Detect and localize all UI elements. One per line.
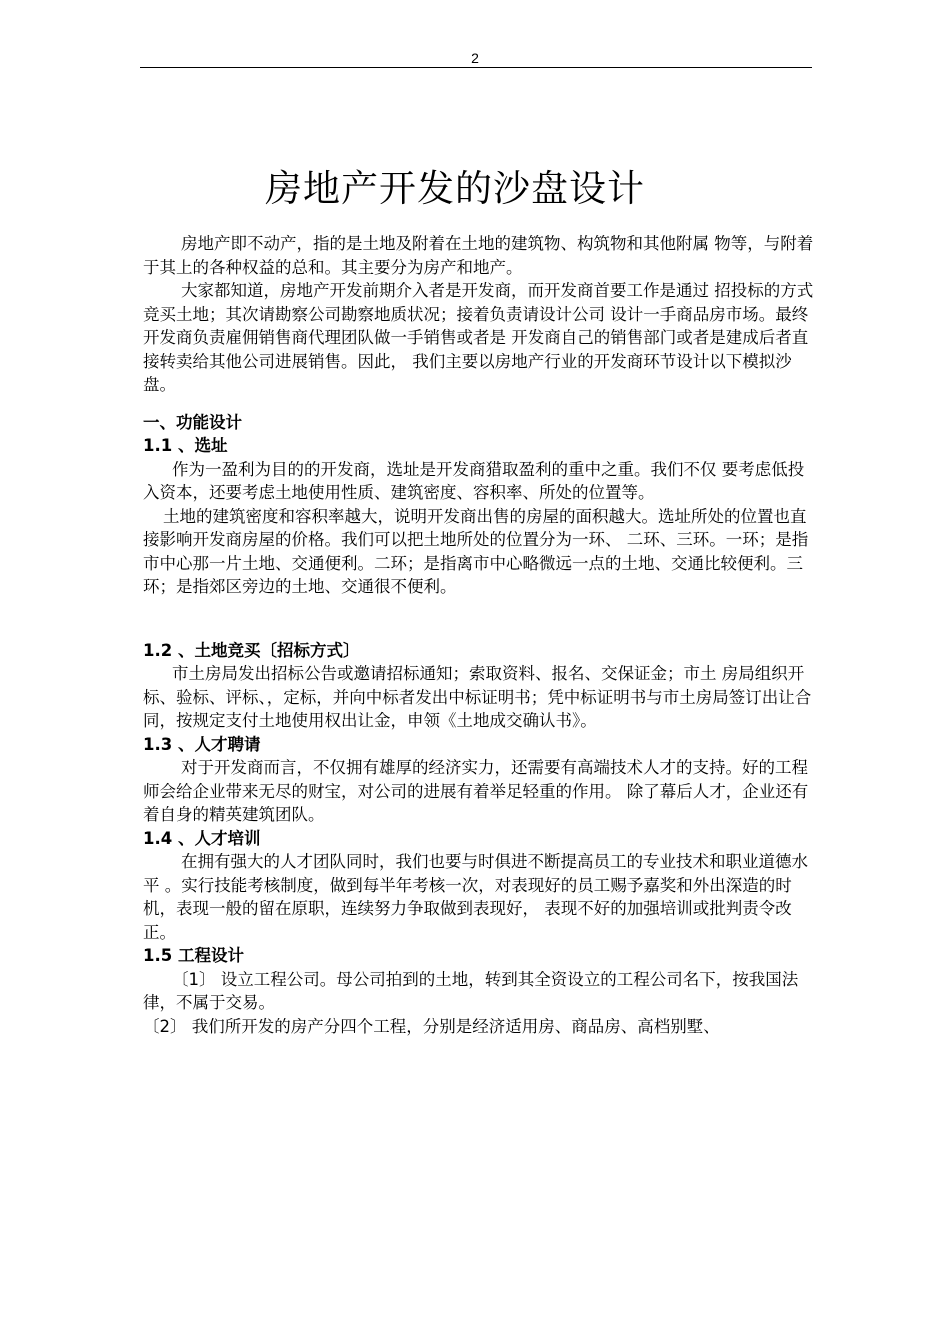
heading-1-3-talent-hiring: 1.3 、人才聘请 bbox=[143, 734, 261, 754]
document-title: 房地产开发的沙盘设计 bbox=[265, 167, 645, 210]
paragraph-1-4: 在拥有强大的人才团队同时，我们也要与时俱进不断提高员工的专业技术和职业道德水平 。实行技能考核制度，做到每半年考核一次，对表现好的员工赐予嘉奖和外出深造的时机，表现一般的留在原职，连续努力争取做到表现好， 表现不好的加强培训或批判责令改正。 bbox=[143, 852, 808, 942]
intro-paragraph-2: 大家都知道，房地产开发前期介入者是开发商，而开发商首要工作是通过 招投标的方式竞买土地；其次请勘察公司勘察地质状况；接着负责请设计公司 设计一手商品房市场。最终开发商负责雇佣销售商代理团队做一手销售或者是 开发商自己的销售部门或者是建成后者直接转卖给其他公司进展销售。因此， 我们主要以房地产行业的开发商环节设计以下模拟沙盘。 bbox=[143, 281, 814, 394]
header-rule bbox=[140, 67, 812, 68]
heading-1-1-site-selection: 1.1 、选址 bbox=[143, 436, 228, 455]
paragraph-1-1-b: 土地的建筑密度和容积率越大，说明开发商出售的房屋的面积越大。选址所处的位置也直接影响开发商房屋的价格。我们可以把土地所处的位置分为一环、 二环、三环。一环；是指市中心那一片土地、交通便利。二环；是指离市中心略微远一点的土地、交通比较便利。三环；是指郊区旁边的土地、交通很不便利。 bbox=[143, 506, 809, 596]
document-body bbox=[143, 232, 815, 1038]
heading-1-2-land-bidding: 1.2 、土地竞买〔招标方式〕 bbox=[143, 640, 360, 660]
intro-paragraph-1: 房地产即不动产，指的是土地及附着在土地的建筑物、构筑物和其他附属 物等，与附着于其上的各种权益的总和。其主要分为房产和地产。 bbox=[143, 234, 814, 277]
heading-1-5-project-design: 1.5 工程设计 bbox=[143, 946, 244, 965]
paragraph-1-3: 对于开发商而言，不仅拥有雄厚的经济实力，还需要有高端技术人才的支持。好的工程师会给企业带来无尽的财宝，对公司的进展有着举足轻重的作用。 除了幕后人才，企业还有着自身的精英建筑团队。 bbox=[143, 758, 809, 824]
section-heading-function-design: 一、功能设计 bbox=[143, 412, 242, 432]
paragraph-1-2: 市土房局发出招标公告或邀请招标通知；索取资料、报名、交保证金；市土 房局组织开标、验标、评标、，定标，并向中标者发出中标证明书；凭中标证明书与市土房局签订出让合同，按规定支付土地使用权出让金，申领《土地成交确认书》。 bbox=[143, 664, 812, 730]
paragraph-1-1-a: 作为一盈利为目的的开发商，选址是开发商猎取盈利的重中之重。我们不仅 要考虑低投入资本，还要考虑土地使用性质、建筑密度、容积率、所处的位置等。 bbox=[143, 459, 805, 502]
heading-1-4-talent-training: 1.4 、人才培训 bbox=[143, 828, 261, 848]
paragraph-1-5-a: 〔1〕 设立工程公司。母公司拍到的土地，转到其全资设立的工程公司名下，按我国法律，不属于交易。 bbox=[143, 969, 799, 1012]
page-number: 2 bbox=[471, 50, 479, 66]
paragraph-1-5-b: 〔2〕 我们所开发的房产分四个工程，分别是经济适用房、商品房、高档别墅、 bbox=[143, 1016, 720, 1036]
